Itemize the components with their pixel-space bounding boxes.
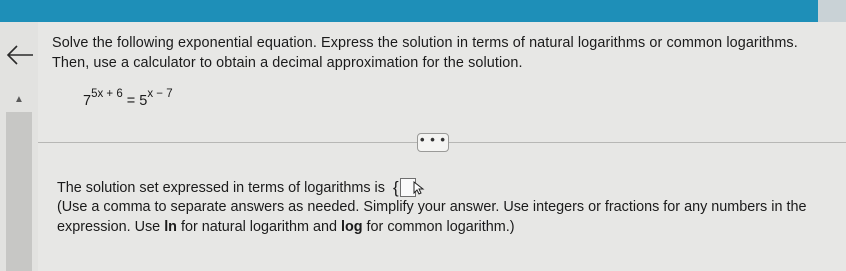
note-ln-term: ln (164, 219, 177, 235)
header-band (0, 0, 846, 22)
back-arrow-icon[interactable] (2, 38, 36, 72)
equation-left-base: 7 (83, 92, 92, 109)
note-part-2: for natural logarithm and (176, 219, 341, 235)
equation-left-exponent: 5x + 6 (91, 88, 123, 100)
answer-line (57, 177, 425, 198)
equation (83, 90, 173, 109)
answer-instructions (57, 197, 832, 237)
answer-prompt: The solution set expressed in terms of logarithms is (57, 180, 385, 196)
scroll-up-icon[interactable]: ▲ (14, 94, 24, 105)
header-corner (818, 0, 846, 22)
equation-right-exponent: x − 7 (147, 88, 173, 100)
mouse-pointer-icon (413, 181, 425, 195)
scrollbar-track[interactable] (6, 112, 32, 271)
note-part-1: (Use a comma to separate answers as needed. Simplify your answer. Use integers or fractions for any numbers in the expression. Use (57, 199, 807, 235)
question-instructions: Solve the following exponential equation. Express the solution in terms of natural logarithms or common logarithms. Then, use a calculator to obtain a decimal approximation for the solution. (52, 35, 798, 71)
open-brace: { (392, 178, 399, 197)
expand-button[interactable]: • • • (417, 133, 449, 152)
equation-right-base: 5 (139, 92, 148, 109)
note-log-term: log (340, 219, 363, 235)
note-part-3: for common logarithm.) (362, 219, 515, 235)
equation-equals: = (126, 92, 136, 109)
